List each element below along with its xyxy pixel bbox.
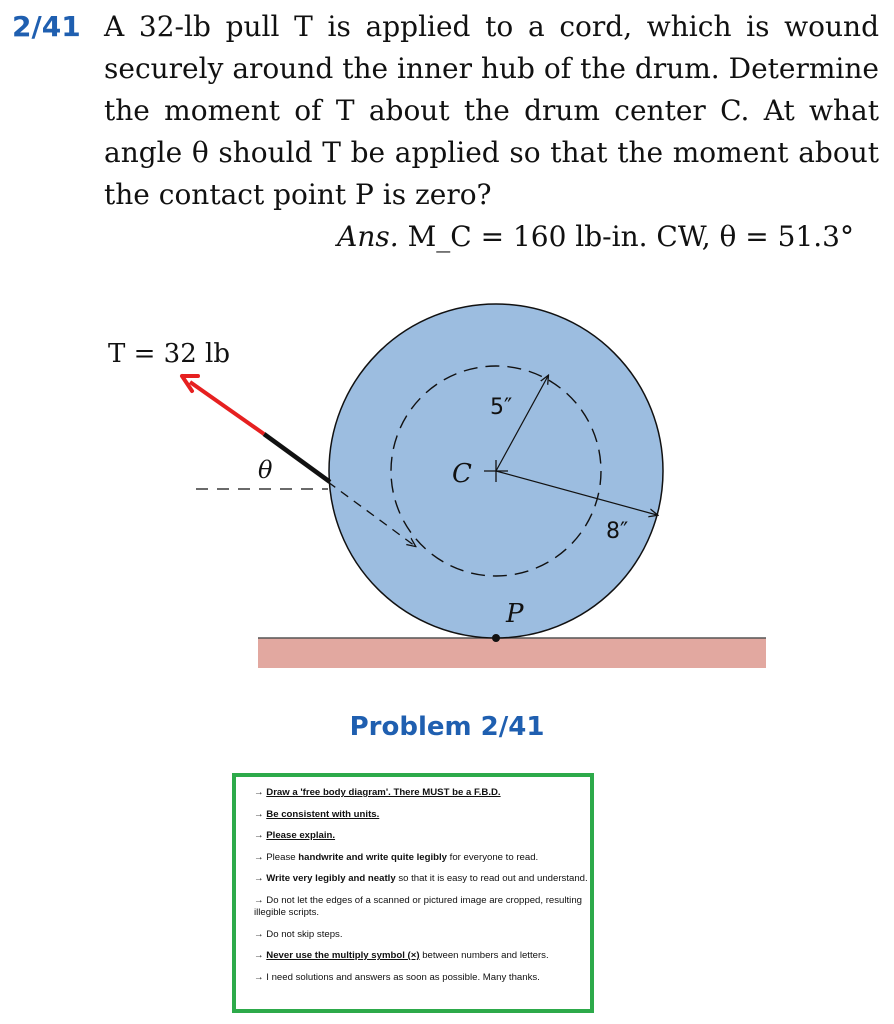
theta-label: θ xyxy=(258,456,273,484)
ground-surface xyxy=(258,638,766,668)
note-item: → Draw a 'free body diagram'. There MUST be a F.B.D. xyxy=(254,787,501,798)
note-item: → Write very legibly and neatly so that it is easy to read out and understand. xyxy=(254,873,588,884)
outer-radius-label: 8″ xyxy=(606,519,629,544)
note-item: → Please explain. xyxy=(254,830,336,841)
contact-point xyxy=(492,634,500,642)
note-item: → Please handwrite and write quite legibly for everyone to read. xyxy=(254,851,539,863)
note-item: → I need solutions and answers as soon as possible. Many thanks. xyxy=(254,971,540,983)
problem-text: A 32-lb pull T is applied to a cord, which is wound securely around the inner hub of the drum. Determine the moment of T about the drum center C. At what angle θ should T be applied so that the moment about the contact point P is zero? xyxy=(104,10,879,211)
inner-radius-label: 5″ xyxy=(490,395,513,420)
note-item: → Be consistent with units. xyxy=(254,808,380,820)
answer-label: Ans. xyxy=(337,220,399,253)
problem-number: 2/41 xyxy=(12,10,81,43)
force-arrow-shaft xyxy=(190,382,264,434)
contact-label: P xyxy=(506,599,524,629)
figure-caption: Problem 2/41 xyxy=(349,712,545,742)
answer-text: M_C = 160 lb-in. CW, θ = 51.3° xyxy=(407,220,854,253)
force-label: T = 32 lb xyxy=(108,339,230,369)
center-label: C xyxy=(452,459,472,489)
answer-line xyxy=(337,220,854,253)
note-item: → Never use the multiply symbol (×) between numbers and letters. xyxy=(254,950,549,961)
note-item: → Do not skip steps. xyxy=(254,928,343,940)
drum-figure xyxy=(0,290,894,710)
instructions-box xyxy=(232,773,594,1013)
cord xyxy=(264,434,330,482)
note-item: → Do not let the edges of a scanned or pictured image are cropped, resulting illegible scripts. xyxy=(254,894,582,918)
